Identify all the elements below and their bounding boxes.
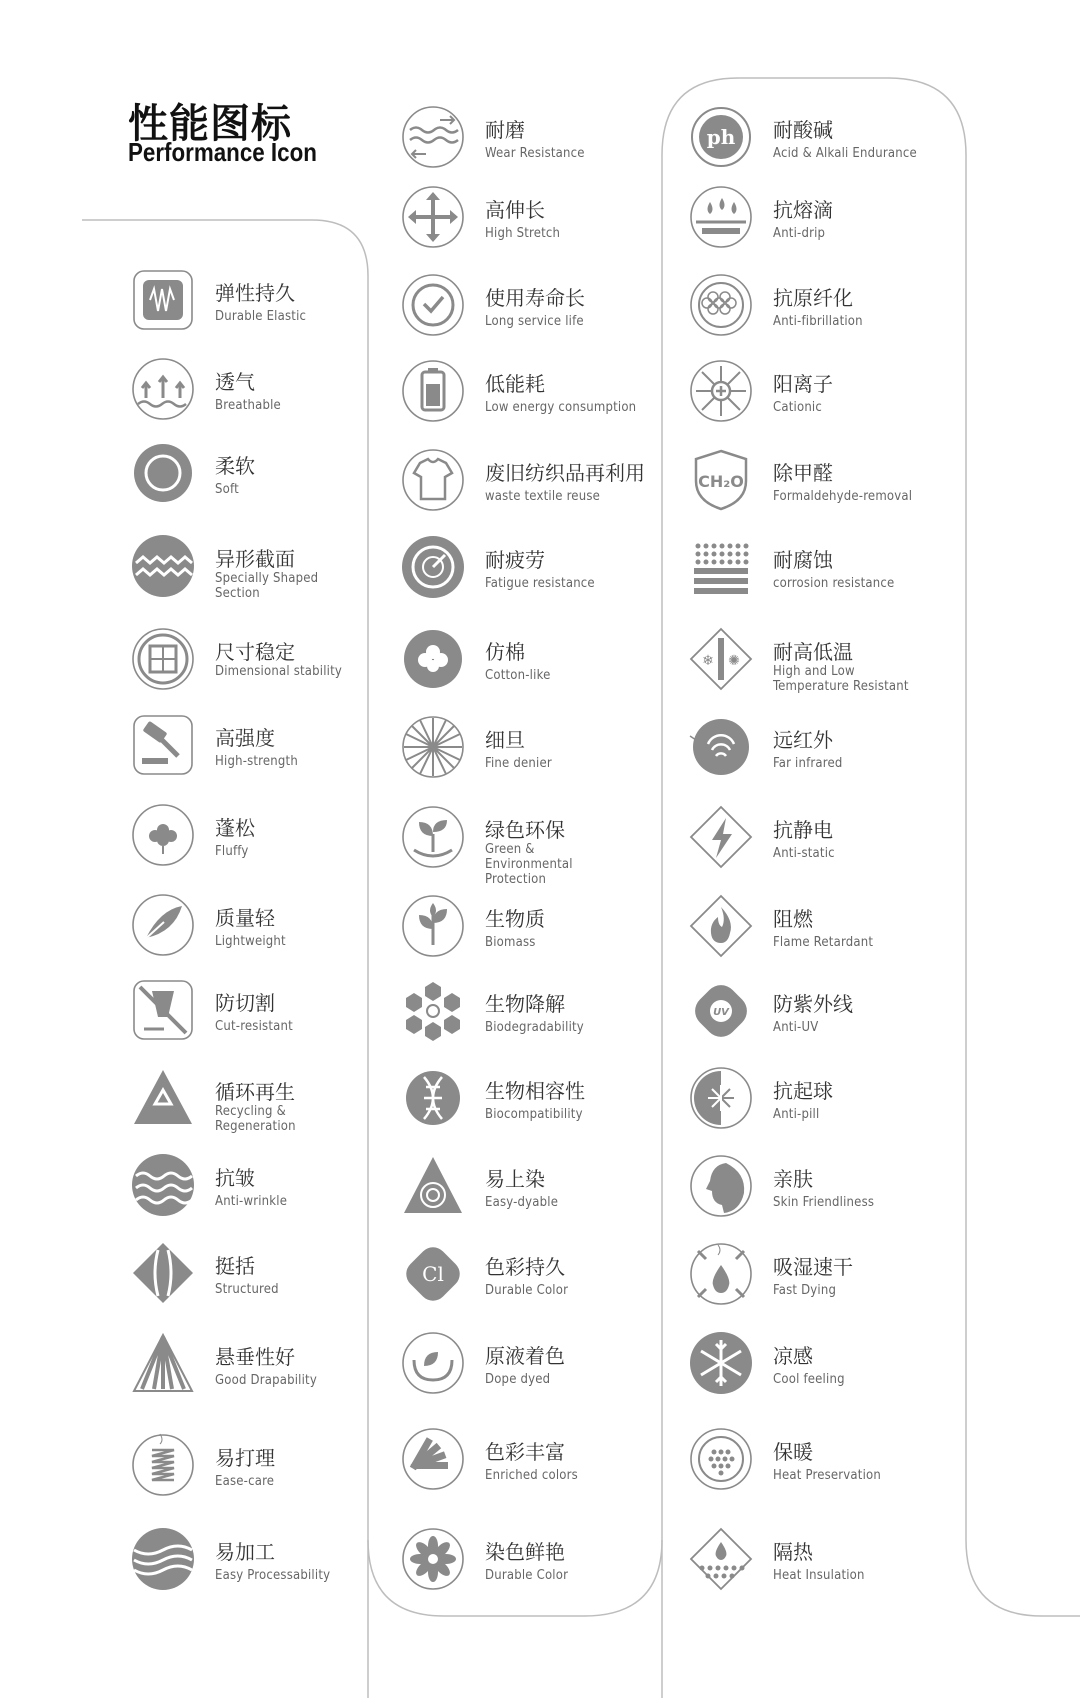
icon-label-en: Formaldehyde-removal xyxy=(773,489,913,504)
icon-label-zh: 蓬松 xyxy=(215,816,255,840)
corrosion-icon xyxy=(688,534,754,600)
icon-label-en: Long service life xyxy=(485,314,584,329)
icon-label-zh: 易加工 xyxy=(215,1540,275,1564)
icon-label-zh: 细旦 xyxy=(485,728,525,752)
svg-text:Cl: Cl xyxy=(422,1262,444,1286)
fluffy-icon xyxy=(130,802,196,868)
icon-label-zh: 生物降解 xyxy=(485,992,565,1016)
drape-icon xyxy=(130,1331,196,1397)
icon-label-en: Recycling & Regeneration xyxy=(215,1104,296,1134)
dimensional-stability-icon xyxy=(130,626,196,692)
icon-label-en: Acid & Alkali Endurance xyxy=(773,146,917,161)
icon-label-zh: 染色鲜艳 xyxy=(485,1540,565,1564)
icon-label-zh: 易上染 xyxy=(485,1167,545,1191)
icon-label-en: High Stretch xyxy=(485,226,561,241)
elastic-icon xyxy=(130,267,196,333)
icon-label-zh: 耐高低温 xyxy=(773,640,853,664)
palette-icon xyxy=(400,1426,466,1492)
icon-label-zh: 抗原纤化 xyxy=(773,286,853,310)
svg-text:CH₂O: CH₂O xyxy=(698,472,744,491)
icon-label-en: Lightweight xyxy=(215,934,286,949)
gauge-icon xyxy=(400,534,466,600)
page-title: 性能图标 xyxy=(128,101,292,147)
icon-label-zh: 生物质 xyxy=(485,907,545,931)
dope-icon xyxy=(400,1330,466,1396)
icon-label-zh: 防紫外线 xyxy=(773,992,853,1016)
icon-label-en: Durable Color xyxy=(485,1283,569,1298)
check-icon xyxy=(400,272,466,338)
plant-icon xyxy=(400,893,466,959)
icon-label-zh: 防切割 xyxy=(215,991,275,1015)
icon-label-en: Breathable xyxy=(215,398,281,413)
icon-label-en: Anti-static xyxy=(773,846,835,861)
icon-label-zh: 抗起球 xyxy=(773,1079,833,1103)
icon-label-zh: 抗静电 xyxy=(773,818,833,842)
temperature-icon xyxy=(688,626,754,692)
feather-icon xyxy=(130,892,196,958)
icon-label-en: Specially Shaped Section xyxy=(215,571,319,601)
icon-label-en: Fast Dying xyxy=(773,1283,837,1298)
icon-label-en: corrosion resistance xyxy=(773,576,895,591)
icon-label-zh: 色彩丰富 xyxy=(485,1440,565,1464)
insulation-icon xyxy=(688,1526,754,1592)
icon-label-en: Skin Friendliness xyxy=(773,1195,875,1210)
dna-icon xyxy=(400,1065,466,1131)
icon-label-en: Enriched colors xyxy=(485,1468,578,1483)
icon-label-en: Structured xyxy=(215,1282,279,1297)
icon-label-zh: 循环再生 xyxy=(215,1080,295,1104)
svg-text:❄: ❄ xyxy=(702,653,714,669)
hammer-icon xyxy=(130,712,196,778)
icon-label-en: Durable Elastic xyxy=(215,309,307,324)
icon-label-en: Heat Insulation xyxy=(773,1568,865,1583)
icon-label-en: Green & Environmental Protection xyxy=(485,842,573,887)
icon-label-zh: 绿色环保 xyxy=(485,818,565,842)
icon-label-en: Good Drapability xyxy=(215,1373,317,1388)
cotton-icon xyxy=(400,626,466,692)
icon-label-zh: 悬垂性好 xyxy=(215,1345,295,1369)
structured-icon xyxy=(130,1240,196,1306)
wave-icon xyxy=(130,1152,196,1218)
icon-label-zh: 质量轻 xyxy=(215,906,275,930)
icon-label-en: Anti-wrinkle xyxy=(215,1194,288,1209)
ch2o-shield-icon xyxy=(688,447,754,513)
icon-label-zh: 使用寿命长 xyxy=(485,286,585,310)
icon-label-en: Ease-care xyxy=(215,1474,275,1489)
icon-label-en: Fatigue resistance xyxy=(485,576,595,591)
face-icon xyxy=(688,1153,754,1219)
icon-label-en: Biomass xyxy=(485,935,536,950)
icon-label-en: Biodegradability xyxy=(485,1020,584,1035)
uv-icon xyxy=(688,978,754,1044)
breathable-icon xyxy=(130,356,196,422)
icon-label-zh: 耐疲劳 xyxy=(485,548,545,572)
icon-label-en: Cool feeling xyxy=(773,1372,845,1387)
icon-label-zh: 凉感 xyxy=(773,1344,813,1368)
fast-dry-icon xyxy=(688,1241,754,1307)
drip-icon xyxy=(688,184,754,250)
flower-icon xyxy=(400,1526,466,1592)
icon-label-zh: 异形截面 xyxy=(215,547,295,571)
icon-label-en: Anti-drip xyxy=(773,226,826,241)
icon-label-zh: 色彩持久 xyxy=(485,1255,565,1279)
dye-triangle-icon xyxy=(400,1153,466,1219)
icon-label-en: Easy Processability xyxy=(215,1568,331,1583)
twist-icon xyxy=(130,1526,196,1592)
icon-label-zh: 易打理 xyxy=(215,1446,275,1470)
icon-label-en: Durable Color xyxy=(485,1568,569,1583)
icon-label-zh: 抗皱 xyxy=(215,1166,255,1190)
heat-icon xyxy=(688,1426,754,1492)
icon-label-zh: 耐酸碱 xyxy=(773,118,833,142)
stretch-icon xyxy=(400,184,466,250)
soft-icon xyxy=(130,440,196,506)
icon-label-zh: 保暖 xyxy=(773,1440,813,1464)
cl-icon xyxy=(400,1241,466,1307)
anti-pill-icon xyxy=(688,1065,754,1131)
icon-label-en: Dimensional stability xyxy=(215,664,343,679)
icon-label-en: Easy-dyable xyxy=(485,1195,559,1210)
svg-text:UV: UV xyxy=(713,1007,729,1018)
icon-label-en: Low energy consumption xyxy=(485,400,637,415)
shaped-section-icon xyxy=(130,533,196,599)
icon-label-en: Fine denier xyxy=(485,756,552,771)
icon-label-zh: 生物相容性 xyxy=(485,1079,585,1103)
tshirt-icon xyxy=(400,447,466,513)
icon-label-en: Biocompatibility xyxy=(485,1107,583,1122)
recycle-icon xyxy=(130,1066,196,1132)
icon-label-zh: 仿棉 xyxy=(485,640,525,664)
icon-label-zh: 柔软 xyxy=(215,454,255,478)
icon-label-zh: 亲肤 xyxy=(773,1167,813,1191)
icon-label-zh: 高强度 xyxy=(215,726,275,750)
icon-label-en: Far infrared xyxy=(773,756,843,771)
icon-label-zh: 阳离子 xyxy=(773,372,833,396)
wear-icon xyxy=(400,104,466,170)
hexagon-icon xyxy=(400,978,466,1044)
icon-label-en: Anti-pill xyxy=(773,1107,820,1122)
icon-label-zh: 耐磨 xyxy=(485,118,525,142)
snowflake-icon xyxy=(688,1330,754,1396)
icon-label-zh: 废旧纺织品再利用 xyxy=(485,461,645,485)
lightning-icon xyxy=(688,804,754,870)
icon-label-en: Cotton-like xyxy=(485,668,551,683)
icon-label-zh: 除甲醛 xyxy=(773,461,833,485)
icon-label-zh: 阻燃 xyxy=(773,907,813,931)
icon-label-en: Dope dyed xyxy=(485,1372,551,1387)
icon-label-zh: 尺寸稳定 xyxy=(215,640,295,664)
icon-label-zh: 耐腐蚀 xyxy=(773,548,833,572)
svg-text:ph: ph xyxy=(706,125,736,149)
spring-icon xyxy=(130,1432,196,1498)
icon-label-en: waste textile reuse xyxy=(485,489,601,504)
icon-label-zh: 高伸长 xyxy=(485,198,545,222)
ph-icon xyxy=(688,104,754,170)
icon-label-en: Fluffy xyxy=(215,844,249,859)
page-subtitle: Performance Icon xyxy=(128,137,317,167)
icon-label-zh: 弹性持久 xyxy=(215,281,295,305)
icon-label-en: High-strength xyxy=(215,754,298,769)
icon-label-en: Anti-fibrillation xyxy=(773,314,863,329)
icon-label-zh: 隔热 xyxy=(773,1540,813,1564)
icon-label-zh: 透气 xyxy=(215,370,255,394)
icon-label-en: Flame Retardant xyxy=(773,935,874,950)
icon-label-zh: 挺括 xyxy=(215,1254,255,1278)
cut-resistant-icon xyxy=(130,977,196,1043)
icon-label-zh: 原液着色 xyxy=(485,1344,565,1368)
icon-label-en: Cationic xyxy=(773,400,823,415)
icon-label-en: Soft xyxy=(215,482,239,497)
icon-label-en: Cut-resistant xyxy=(215,1019,293,1034)
fibril-icon xyxy=(688,272,754,338)
icon-label-en: High and Low Temperature Resistant xyxy=(773,664,909,694)
icon-label-en: Heat Preservation xyxy=(773,1468,881,1483)
icon-label-en: Wear Resistance xyxy=(485,146,585,161)
cation-icon xyxy=(688,358,754,424)
icon-label-zh: 吸湿速干 xyxy=(773,1255,853,1279)
flame-icon xyxy=(688,893,754,959)
battery-icon xyxy=(400,358,466,424)
svg-text:✺: ✺ xyxy=(728,653,740,669)
icon-label-zh: 低能耗 xyxy=(485,372,545,396)
icon-label-zh: 抗熔滴 xyxy=(773,198,833,222)
icon-label-en: Anti-UV xyxy=(773,1020,819,1035)
infrared-icon xyxy=(688,714,754,780)
sprout-icon xyxy=(400,804,466,870)
fine-denier-icon xyxy=(400,714,466,780)
icon-label-zh: 远红外 xyxy=(773,728,833,752)
